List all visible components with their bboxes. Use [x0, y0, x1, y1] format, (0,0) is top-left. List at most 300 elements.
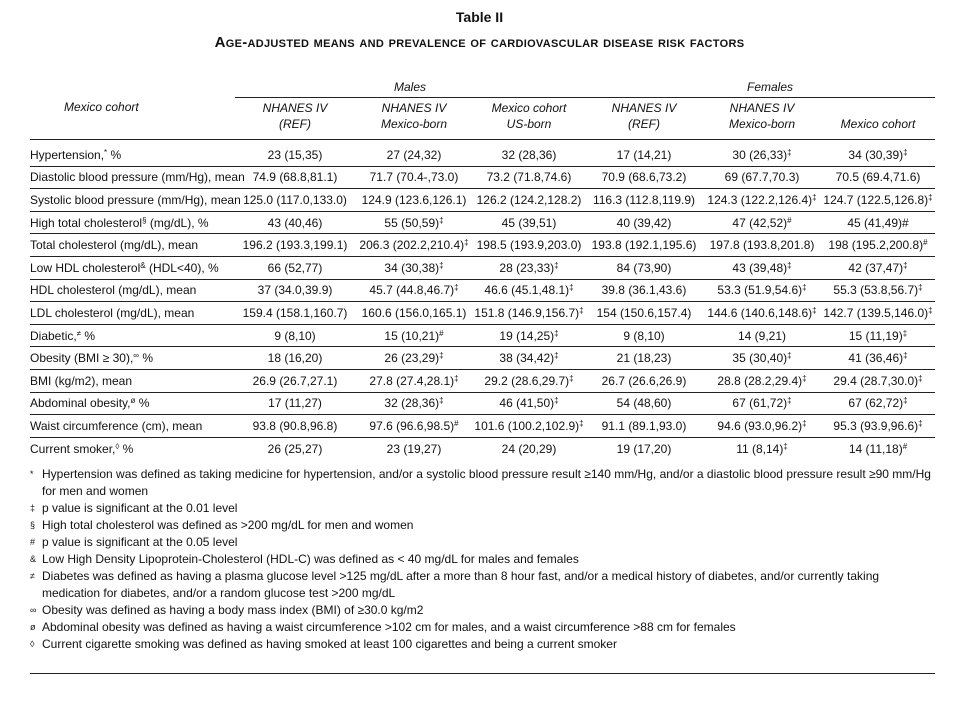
footnote-mark: ≠: [30, 571, 35, 581]
significance-marker: ‡: [802, 418, 807, 428]
cell-value: 151.8 (146.9,156.7): [474, 305, 580, 320]
footnote-text: p value is significant at the 0.05 level: [42, 535, 238, 549]
table-cell: [585, 166, 703, 189]
cell-value: 14 (9,21): [737, 328, 787, 343]
cell-value: 32 (28,36): [384, 396, 440, 411]
table-cell: [355, 347, 473, 370]
table-cell: [473, 166, 585, 189]
table-cell: [473, 140, 585, 167]
row-label-unit: %: [81, 328, 96, 343]
significance-marker: ‡: [787, 260, 792, 270]
row-label-text: Systolic blood pressure (mm/Hg), mean: [30, 192, 241, 207]
significance-marker: ‡: [903, 396, 908, 406]
column-header-line1: [821, 98, 935, 118]
cell-value: 38 (34,42): [499, 351, 555, 366]
cell-value: 15 (10,21): [384, 328, 440, 343]
row-label-unit: %: [119, 441, 134, 456]
table-cell: [235, 302, 355, 325]
table-cell: [821, 369, 935, 392]
bottom-rule: [30, 673, 935, 674]
cell-value: 67 (61,72): [732, 396, 788, 411]
significance-marker: ‡: [554, 396, 559, 406]
table-row: [30, 189, 935, 212]
table-cell: [821, 279, 935, 302]
cell-value: 26 (23,29): [384, 351, 440, 366]
cell-value: 14 (11,18): [848, 441, 903, 456]
footnote: [30, 534, 940, 551]
cell-value: 29.4 (28.7,30.0): [833, 373, 919, 388]
cell-value: 53.3 (51.9,54.6): [717, 283, 803, 298]
column-header-line1: NHANES IV: [729, 100, 795, 115]
significance-marker: #: [439, 328, 444, 338]
footnote-mark: ∞: [30, 605, 37, 615]
cell-value: 28.8 (28.2,29.4): [717, 373, 803, 388]
cell-value: 46.6 (45.1,48.1): [484, 283, 570, 298]
cell-value: 32 (28,36): [501, 147, 557, 162]
table-cell: [355, 189, 473, 212]
footnote: [30, 466, 940, 500]
table-cell: [585, 279, 703, 302]
significance-marker: ‡: [579, 305, 584, 315]
table-cell: [821, 256, 935, 279]
footnote-text: High total cholesterol was defined as >200 mg/dL for men and women: [42, 518, 414, 532]
table-cell: [473, 279, 585, 302]
group-header-females: Females: [585, 74, 935, 98]
footnote: [30, 602, 940, 619]
table-row: [30, 256, 935, 279]
row-label: [30, 166, 245, 189]
cell-value: 23 (15,35): [267, 147, 323, 162]
cell-value: 69 (67.7,70.3): [724, 170, 800, 185]
row-label-text: High total cholesterol: [30, 215, 143, 230]
row-label: [30, 437, 235, 459]
significance-marker: ‡: [454, 373, 459, 383]
table-row: [30, 234, 935, 257]
significance-marker: ‡: [812, 192, 817, 202]
table-cell: [821, 211, 935, 234]
cell-value: 24 (20,29): [501, 441, 557, 456]
table-cell: [235, 392, 355, 415]
row-label-text: Current smoker,: [30, 441, 116, 456]
cell-value: 17 (14,21): [616, 147, 672, 162]
cell-value: 9 (8,10): [274, 328, 316, 343]
table-row: [30, 211, 935, 234]
significance-marker: ‡: [903, 351, 908, 361]
row-label-unit: %: [107, 147, 122, 162]
cell-value: 41 (36,46): [848, 351, 904, 366]
column-header-line1: NHANES IV: [381, 100, 447, 115]
cell-value: 70.5 (69.4,71.6): [835, 170, 921, 185]
row-label: [30, 279, 235, 302]
row-label-text: Low HDL cholesterol: [30, 260, 141, 275]
row-label: [30, 415, 235, 438]
footnote-mark: *: [30, 469, 34, 479]
table-cell: [821, 437, 935, 459]
table-cell: [703, 279, 821, 302]
table-row: [30, 140, 935, 167]
table-cell: [235, 415, 355, 438]
cell-value: 91.1 (89.1,93.0): [601, 418, 687, 433]
cell-value: 197.8 (193.8,201.8): [709, 238, 815, 253]
cell-value: 30 (26,33): [732, 147, 788, 162]
significance-marker: ‡: [918, 418, 923, 428]
significance-marker: ‡: [902, 328, 908, 338]
significance-marker: ‡: [918, 283, 923, 293]
cell-value: 70.9 (68.6,73.2): [601, 170, 687, 185]
table-cell: [355, 302, 473, 325]
row-label: [30, 256, 235, 279]
table-cell: [703, 189, 821, 212]
cell-value: 124.7 (122.5,126.8): [823, 192, 929, 207]
significance-marker: ‡: [569, 373, 574, 383]
cell-value: 45 (39,51): [501, 215, 557, 230]
cell-value: 196.2 (193.3,199.1): [242, 238, 348, 253]
cell-value: 160.6 (156.0,165.1): [361, 305, 467, 320]
row-label-text: Obesity (BMI ≥ 30),: [30, 351, 134, 366]
table-cell: [703, 140, 821, 167]
row-label-text: BMI (kg/m2), mean: [30, 373, 133, 388]
cell-value: 21 (18,23): [616, 351, 672, 366]
significance-marker: ‡: [812, 305, 817, 315]
cell-value: 67 (62,72): [848, 396, 904, 411]
table-cell: [821, 302, 935, 325]
table-cell: [585, 189, 703, 212]
cell-value: 66 (52,77): [267, 260, 323, 275]
table-cell: [355, 256, 473, 279]
table-cell: [703, 302, 821, 325]
table-cell: [473, 234, 585, 257]
table-cell: [235, 437, 355, 459]
significance-marker: ‡: [569, 283, 574, 293]
column-header-line2: Mexico-born: [355, 117, 473, 140]
row-label: [30, 392, 235, 415]
significance-marker: ‡: [903, 260, 908, 270]
footnotes: [30, 466, 940, 653]
footnote: [30, 636, 940, 653]
significance-marker: ‡: [787, 351, 792, 361]
cell-value: 19 (17,20): [616, 441, 672, 456]
footnote-text: Current cigarette smoking was defined as having smoked at least 100 cigarettes and being a current smoker: [42, 637, 617, 651]
table-cell: [235, 256, 355, 279]
row-label-text: Diastolic blood pressure (mm/Hg), mean: [30, 170, 245, 185]
significance-marker: ‡: [439, 215, 444, 225]
significance-marker: ‡: [903, 147, 908, 157]
cell-value: 144.6 (140.6,148.6): [707, 305, 813, 320]
column-header-line1: NHANES IV: [611, 100, 677, 115]
table-cell: [355, 324, 473, 347]
significance-marker: ‡: [439, 260, 444, 270]
cell-value: 93.8 (90.8,96.8): [252, 418, 338, 433]
significance-marker: ‡: [802, 283, 807, 293]
table-cell: [585, 369, 703, 392]
table-cell: [473, 347, 585, 370]
cell-value: 95.3 (93.9,96.6): [833, 418, 919, 433]
cell-value: 55 (50,59): [384, 215, 440, 230]
table-row: [30, 369, 935, 392]
table-cell: [473, 392, 585, 415]
footnote-mark: &: [30, 554, 37, 564]
cell-value: 26 (25,27): [267, 441, 323, 456]
row-label-text: Total cholesterol (mg/dL), mean: [30, 238, 199, 253]
significance-marker: ‡: [454, 283, 459, 293]
table-cell: [355, 140, 473, 167]
table-cell: [473, 369, 585, 392]
cell-value: 35 (30,40): [732, 351, 788, 366]
cell-value: 198.5 (193.9,203.0): [476, 238, 582, 253]
column-header-line2: (REF): [235, 117, 355, 140]
cell-value: 101.6 (100.2,102.9): [474, 418, 580, 433]
table-cell: [585, 211, 703, 234]
cell-value: 17 (11,27): [268, 396, 322, 411]
footnote: [30, 619, 940, 636]
cell-value: 116.3 (112.8,119.9): [592, 192, 696, 207]
table-title: Table II: [455, 9, 504, 25]
table-cell: [821, 415, 935, 438]
cell-value: 154 (150.6,157.4): [596, 305, 692, 320]
cell-value: 34 (30,38): [384, 260, 440, 275]
table-cell: [473, 302, 585, 325]
column-header-line2: Mexico-born: [703, 117, 821, 140]
cell-value: 42 (37,47): [848, 260, 904, 275]
footnote-marker: *: [104, 147, 108, 157]
cell-value: 142.7 (139.5,146.0): [823, 305, 929, 320]
cell-value: 11 (8,14): [736, 441, 784, 456]
table-cell: [585, 415, 703, 438]
significance-marker: ‡: [554, 328, 559, 338]
table-cell: [585, 140, 703, 167]
table-cell: [703, 166, 821, 189]
cell-value: 54 (48,60): [616, 396, 672, 411]
footnote-text: Obesity was defined as having a body mass index (BMI) of ≥30.0 kg/m2: [42, 603, 424, 617]
table-cell: [585, 437, 703, 459]
cell-value: 45.7 (44.8,46.7): [369, 283, 455, 298]
table-cell: [703, 415, 821, 438]
table-row: [30, 415, 935, 438]
row-label-header: Mexico cohort: [64, 100, 139, 115]
significance-marker: #: [454, 418, 459, 428]
table-cell: [355, 166, 473, 189]
cell-value: 23 (19,27): [386, 441, 442, 456]
row-label: [30, 234, 235, 257]
cell-value: 55.3 (53.8,56.7): [833, 283, 919, 298]
row-label: [30, 324, 235, 347]
cell-value: 193.8 (192.1,195.6): [591, 238, 697, 253]
cell-value: 126.2 (124.2,128.2): [476, 192, 582, 207]
cell-value: 39.8 (36.1,43.6): [601, 283, 687, 298]
footnote: [30, 500, 940, 517]
table-cell: [821, 234, 935, 257]
cell-value: 37 (34.0,39.9): [257, 283, 333, 298]
footnote-text: Low High Density Lipoprotein-Cholesterol (HDL-C) was defined as < 40 mg/dL for males and females: [42, 552, 579, 566]
footnote-marker: ∞: [133, 351, 139, 361]
table-cell: [821, 140, 935, 167]
cell-value: 29.2 (28.6,29.7): [484, 373, 570, 388]
row-label-text: HDL cholesterol (mg/dL), mean: [30, 283, 197, 298]
table-cell: [355, 392, 473, 415]
cell-value: 19 (14,25): [499, 328, 555, 343]
row-label: [30, 347, 235, 370]
table-cell: [235, 166, 355, 189]
table-cell: [473, 415, 585, 438]
table-cell: [235, 324, 355, 347]
cell-value: 125.0 (117.0,133.0): [243, 192, 347, 207]
table-cell: [821, 189, 935, 212]
table-subtitle: Age-adjusted means and prevalence of cardiovascular disease risk factors: [214, 34, 745, 51]
footnote-text: Hypertension was defined as taking medicine for hypertension, and/or a systolic blood pressure result ≥140 mm/Hg, and/or a diastolic blood pressure result ≥90 mm/Hg for men and women: [42, 467, 931, 498]
table-cell: [703, 369, 821, 392]
cell-value: 18 (16,20): [267, 351, 323, 366]
footnote-text: Diabetes was defined as having a plasma glucose level >125 mg/dL after a more than 8 hour fast, and/or a medical history of diabetes, and/or currently taking medication for diabetes, and/or a random glucose test >200 mg/dL: [42, 569, 880, 600]
cell-value: 124.9 (123.6,126.1): [361, 192, 467, 207]
cell-value: 28 (23,33): [499, 260, 555, 275]
table-cell: [473, 211, 585, 234]
table-cell: [473, 437, 585, 459]
column-header-line2: US-born: [473, 117, 585, 140]
significance-marker: ‡: [464, 238, 469, 248]
footnote-mark: ø: [30, 622, 36, 632]
table-cell: [703, 234, 821, 257]
table-cell: [821, 166, 935, 189]
row-label: [30, 189, 241, 212]
cell-value: 26.9 (26.7,27.1): [252, 373, 338, 388]
cell-value: 97.6 (96.6,98.5): [369, 418, 455, 433]
cell-value: 45 (41,49)#: [847, 215, 909, 230]
table-cell: [473, 189, 585, 212]
column-header-line2: (REF): [585, 117, 703, 140]
table-cell: [235, 369, 355, 392]
table-cell: [235, 140, 355, 167]
cell-value: 15 (11,19): [848, 328, 903, 343]
table-row: [30, 437, 935, 459]
cell-value: 71.7 (70.4-,73.0): [369, 170, 459, 185]
significance-marker: ‡: [554, 260, 559, 270]
cell-value: 43 (40,46): [267, 215, 323, 230]
row-label-text: Hypertension,: [30, 147, 105, 162]
cell-value: 84 (73,90): [616, 260, 672, 275]
table-cell: [585, 256, 703, 279]
cell-value: 124.3 (122.2,126.4): [707, 192, 813, 207]
table-cell: [235, 211, 355, 234]
footnote-marker: ø: [130, 396, 136, 406]
cell-value: 34 (30,39): [848, 147, 904, 162]
column-header-line1: Mexico cohort: [491, 100, 567, 115]
cell-value: 47 (42,52): [732, 215, 788, 230]
table-cell: [585, 347, 703, 370]
footnote: [30, 551, 940, 568]
table-cell: [235, 234, 355, 257]
significance-marker: ‡: [439, 396, 444, 406]
cell-value: 206.3 (202.2,210.4): [359, 238, 465, 253]
significance-marker: ‡: [439, 351, 444, 361]
significance-marker: #: [902, 441, 908, 451]
cell-value: 159.4 (158.1,160.7): [242, 305, 348, 320]
cell-value: 46 (41,50): [499, 396, 555, 411]
footnote-text: p value is significant at the 0.01 level: [42, 501, 238, 515]
table-cell: [355, 369, 473, 392]
cell-value: 74.9 (68.8,81.1): [252, 170, 338, 185]
table-cell: [355, 437, 473, 459]
table-cell: [355, 211, 473, 234]
table-row: [30, 279, 935, 302]
footnote-mark: ◊: [30, 639, 35, 649]
significance-marker: #: [787, 215, 792, 225]
cell-value: 26.7 (26.6,26.9): [601, 373, 687, 388]
row-label-unit: (mg/dL), %: [146, 215, 209, 230]
cell-value: 73.2 (71.8,74.6): [486, 170, 572, 185]
row-label-unit: %: [135, 396, 150, 411]
row-label-text: LDL cholesterol (mg/dL), mean: [30, 305, 195, 320]
risk-factor-table: [30, 74, 935, 459]
significance-marker: ‡: [783, 441, 788, 451]
significance-marker: ‡: [918, 373, 923, 383]
significance-marker: ‡: [928, 192, 933, 202]
table-cell: [821, 392, 935, 415]
table-cell: [703, 211, 821, 234]
footnote-marker: &: [140, 260, 146, 270]
row-label: [30, 140, 235, 167]
row-label-text: Waist circumference (cm), mean: [30, 418, 203, 433]
table-row: [30, 347, 935, 370]
table-cell: [585, 302, 703, 325]
cell-value: 40 (39,42): [616, 215, 672, 230]
footnote-marker: §: [142, 215, 147, 225]
table-row: [30, 166, 935, 189]
table-cell: [703, 347, 821, 370]
column-header-line1: NHANES IV: [262, 100, 328, 115]
table-cell: [585, 324, 703, 347]
table-cell: [355, 415, 473, 438]
table-cell: [703, 392, 821, 415]
cell-value: 198 (195.2,200.8): [828, 238, 924, 253]
significance-marker: ‡: [802, 373, 807, 383]
table-cell: [235, 189, 355, 212]
table-cell: [235, 279, 355, 302]
footnote: [30, 517, 940, 534]
table-row: [30, 324, 935, 347]
footnote-mark: ‡: [30, 503, 36, 513]
significance-marker: ‡: [787, 396, 792, 406]
cell-value: 43 (39,48): [732, 260, 788, 275]
row-label-text: Diabetic,: [30, 328, 77, 343]
table-cell: [821, 347, 935, 370]
cell-value: 94.6 (93.0,96.2): [717, 418, 803, 433]
row-label-text: Abdominal obesity,: [30, 396, 131, 411]
cell-value: 27.8 (27.4,28.1): [369, 373, 455, 388]
significance-marker: ‡: [787, 147, 792, 157]
row-label-unit: %: [138, 351, 153, 366]
table-cell: [585, 392, 703, 415]
row-label: [30, 369, 235, 392]
significance-marker: ‡: [579, 418, 584, 428]
row-label: [30, 211, 235, 234]
table-cell: [355, 234, 473, 257]
table-row: [30, 392, 935, 415]
footnote: [30, 568, 940, 602]
significance-marker: ‡: [928, 305, 933, 315]
table-cell: [235, 347, 355, 370]
footnote-mark: §: [30, 520, 36, 530]
table-cell: [355, 279, 473, 302]
table-cell: [821, 324, 935, 347]
cell-value: 27 (24,32): [386, 147, 442, 162]
table-cell: [703, 324, 821, 347]
column-header-line2: Mexico cohort: [821, 117, 935, 140]
footnote-mark: #: [30, 537, 36, 547]
table-cell: [473, 324, 585, 347]
row-label: [30, 302, 235, 325]
table-cell: [703, 437, 821, 459]
cell-value: 9 (8,10): [623, 328, 665, 343]
